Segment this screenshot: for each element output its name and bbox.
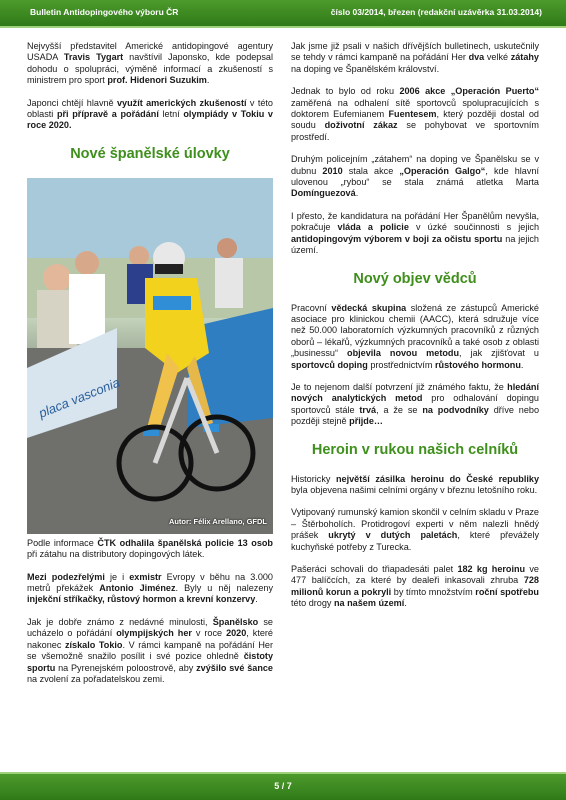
bold-text: hledání nových analytických metod bbox=[291, 381, 539, 404]
section-heading: Nové španělské úlovky bbox=[70, 145, 230, 162]
paragraph bbox=[27, 538, 273, 561]
bold-text: největší zásilka heroinu do České republiky bbox=[335, 473, 539, 484]
bold-text: prof. Hidenori Suzukim bbox=[107, 75, 207, 86]
bold-text: vědecká skupina bbox=[331, 302, 407, 313]
bold-text: „Operación Galgo“ bbox=[399, 165, 486, 176]
bold-text: získalo Tokio bbox=[64, 639, 123, 650]
text-run: , které převážely kuchyňské potřeby z Turecka. bbox=[291, 530, 539, 552]
text-run: , a že se bbox=[376, 404, 423, 415]
text-run: Vytipovaný rumunský kamion skončil v celním skladu v Praze – Štěrboholích. Protidrogoví experti v něm nalezli hnědý prášek bbox=[291, 507, 539, 541]
text-run: , kde hlavní ulovenou „rybou“ se stala známá atletka Marta bbox=[291, 165, 539, 188]
bold-text: 182 kg heroinu bbox=[457, 564, 526, 574]
text-run: , který později dostal od soudu bbox=[291, 109, 539, 131]
text-run: velké bbox=[484, 52, 511, 63]
cyclist-illustration bbox=[27, 178, 273, 534]
text-run: . bbox=[206, 75, 210, 86]
text-run: na zvolení za pořadatelskou zemi. bbox=[27, 673, 165, 684]
bold-text: roční spotřebu bbox=[475, 586, 539, 597]
bold-text: injekční stříkačky, růstový hormon a krevní konzervy bbox=[27, 594, 256, 605]
paragraph bbox=[291, 564, 539, 610]
bold-text: 2006 akce „Operación Puerto“ bbox=[399, 86, 539, 97]
text-run: , které nakonec bbox=[27, 628, 273, 650]
text-run: Jak je dobře známo z nedávné minulosti, bbox=[27, 616, 213, 627]
text-run: při zátahu na distributory dopingových látek. bbox=[27, 549, 205, 560]
bold-text: objevila novou metodu bbox=[347, 348, 460, 359]
text-run: Evropy v běhu na 3.000 metrů překážek bbox=[27, 571, 273, 594]
text-run: . V rámci kampaně na pořádání Her se všemožně snažilo posílit i své pozice ohledně bbox=[27, 639, 273, 662]
text-run: Japonci chtějí hlavně bbox=[27, 97, 117, 108]
paragraph bbox=[291, 474, 539, 497]
text-run: zaměřená na odhalení sítě sportovců spolupracujících s doktorem Eufemianem bbox=[291, 97, 539, 120]
text-run: prostřednictvím bbox=[367, 359, 436, 370]
text-run: Druhým policejním „zátahem“ na doping ve Španělsku se v dubnu bbox=[291, 154, 539, 176]
section-heading: Nový objev vědců bbox=[353, 270, 477, 287]
text-run: v úzké součinnosti s jejich bbox=[408, 222, 539, 233]
text-run: ve 477 balíčcích, za které by dealeři inkasovali zhruba bbox=[291, 564, 539, 586]
text-run: se ucházelo o pořádání bbox=[27, 616, 273, 639]
paragraph bbox=[291, 86, 539, 143]
page-number: 5 / 7 bbox=[274, 781, 292, 791]
bold-text: na podvodníky bbox=[422, 404, 489, 415]
text-run: . bbox=[404, 598, 407, 609]
bold-text: 728 milionů korun a pokryli bbox=[291, 575, 539, 597]
bold-text: Antonio Jiménez bbox=[99, 583, 176, 594]
page-header bbox=[0, 0, 566, 28]
text-run: v roce bbox=[191, 628, 227, 639]
paragraph bbox=[291, 41, 539, 75]
section-heading: Heroin v rukou našich celníků bbox=[311, 441, 519, 458]
bold-text: olympijských her bbox=[116, 628, 192, 639]
text-run: je i bbox=[104, 571, 130, 582]
paragraph bbox=[27, 98, 273, 132]
bold-text: ukrytý v dutých paletách bbox=[328, 530, 458, 541]
bold-text: olympiády v Tokiu v roce 2020. bbox=[27, 109, 273, 131]
bold-text: Fuentesem bbox=[388, 109, 437, 120]
text-run: . bbox=[255, 594, 258, 605]
text-run: letní bbox=[158, 109, 184, 120]
text-run: by tímto množstvím bbox=[391, 586, 476, 597]
paragraph bbox=[291, 507, 539, 553]
text-run: . Byly u něj nalezeny bbox=[175, 583, 273, 594]
text-run: Podle informace bbox=[27, 537, 98, 548]
text-run: dříve nebo později stejně bbox=[291, 404, 540, 427]
text-run: Jednak to bylo od roku bbox=[291, 86, 400, 97]
bold-text: sportovců doping bbox=[291, 359, 368, 370]
text-run: této drogy bbox=[291, 598, 334, 609]
text-run: . bbox=[520, 359, 524, 370]
text-run: na Pyrenejském poloostrově, aby bbox=[55, 662, 197, 673]
text-run: Jak jsme již psali v našich dřívějších bulletinech, uskutečnily se tehdy v rámci kampaně na pořádání Her bbox=[291, 41, 539, 63]
bold-text: přijde… bbox=[349, 416, 383, 427]
text-run: , jak zjišťovat u bbox=[459, 348, 539, 359]
text-run: v této oblasti bbox=[27, 97, 273, 120]
bold-text: Španělsko bbox=[212, 616, 259, 627]
paragraph bbox=[27, 572, 273, 606]
paragraph bbox=[27, 41, 273, 87]
bold-text: při přípravě a pořádání bbox=[56, 109, 159, 120]
bulletin-title: Bulletin Antidopingového výboru ČR bbox=[30, 7, 179, 17]
paragraph bbox=[291, 382, 539, 428]
text-run: stala akce bbox=[342, 165, 400, 176]
page-footer bbox=[0, 772, 566, 800]
text-run: . bbox=[355, 188, 359, 199]
text-run: I přesto, že kandidatura na pořádání Her Španělům nevyšla, pokračuje bbox=[291, 210, 539, 233]
bold-text: zátahy bbox=[510, 52, 539, 63]
left-column bbox=[27, 41, 273, 696]
paragraph bbox=[291, 303, 539, 371]
cyclist-photo bbox=[27, 178, 273, 534]
bold-text: exmistr bbox=[129, 571, 162, 582]
bold-text: zvýšilo své šance bbox=[196, 662, 273, 673]
photo-credit: Autor: Félix Arellano, GFDL bbox=[168, 517, 267, 527]
issue-info: číslo 03/2014, březen (redakční uzávěrka 31.03.2014) bbox=[330, 7, 542, 17]
text-run: na jejich území. bbox=[291, 233, 539, 256]
paragraph bbox=[291, 154, 539, 200]
text-run: na doping ve Španělském království. bbox=[291, 63, 440, 74]
bold-text: trvá bbox=[359, 404, 377, 415]
bold-text: 2020 bbox=[226, 628, 247, 639]
bold-text: antidopingovým výborem v boji za očistu sportu bbox=[291, 233, 503, 244]
text-run: Pracovní bbox=[291, 302, 332, 313]
text-run: Je to nejenom další potvrzení již známého faktu, že bbox=[291, 381, 508, 392]
bold-text: na našem území bbox=[333, 598, 405, 609]
text-run: navštívil Japonsko, kde podepsal dohodu o spolupráci, výměně informací a zkušeností s ministrem pro sport bbox=[27, 52, 273, 86]
bold-text: doživotní zákaz bbox=[324, 120, 398, 131]
bold-text: Travis Tygart bbox=[63, 52, 124, 63]
bold-text: růstového hormonu bbox=[435, 359, 521, 370]
text-run: složená ze zástupců Americké asociace pro klinickou chemii (AACC), která sdružuje více než 50.000 laboratorních výzkumných pracovníků z různých oborů – lékařů, výzkumných pracovníků a také osob z oblasti „businessu“ bbox=[291, 302, 539, 359]
bold-text: vláda a policie bbox=[337, 222, 409, 233]
text-run: se pohybovat ve sportovním prostředí. bbox=[291, 120, 539, 142]
bold-text: dva bbox=[468, 52, 485, 63]
bold-text: Domínguezová bbox=[291, 188, 356, 199]
bold-text: 2010 bbox=[322, 165, 343, 176]
banner-text: placa vasconia bbox=[36, 374, 122, 421]
paragraph bbox=[291, 211, 539, 257]
text-run: Nejvyšší představitel Americké antidopingové agentury USADA bbox=[27, 41, 273, 63]
text-run: pro odhalování dopingu sportovců stále bbox=[291, 393, 539, 415]
text-run: Pašeráci schovali do třiapadesáti palet bbox=[291, 564, 458, 574]
bold-text: ČTK odhalila španělská policie 13 osob bbox=[97, 537, 273, 548]
text-run: Historicky bbox=[291, 473, 336, 484]
text-run: byla objevena našimi celními orgány v březnu letošního roku. bbox=[291, 484, 538, 495]
paragraph bbox=[27, 617, 273, 685]
bold-text: Mezi podezřelými bbox=[27, 571, 105, 582]
bold-text: čistoty sportu bbox=[27, 651, 273, 673]
right-column bbox=[291, 41, 539, 621]
bold-text: využít amerických zkušeností bbox=[116, 97, 247, 108]
